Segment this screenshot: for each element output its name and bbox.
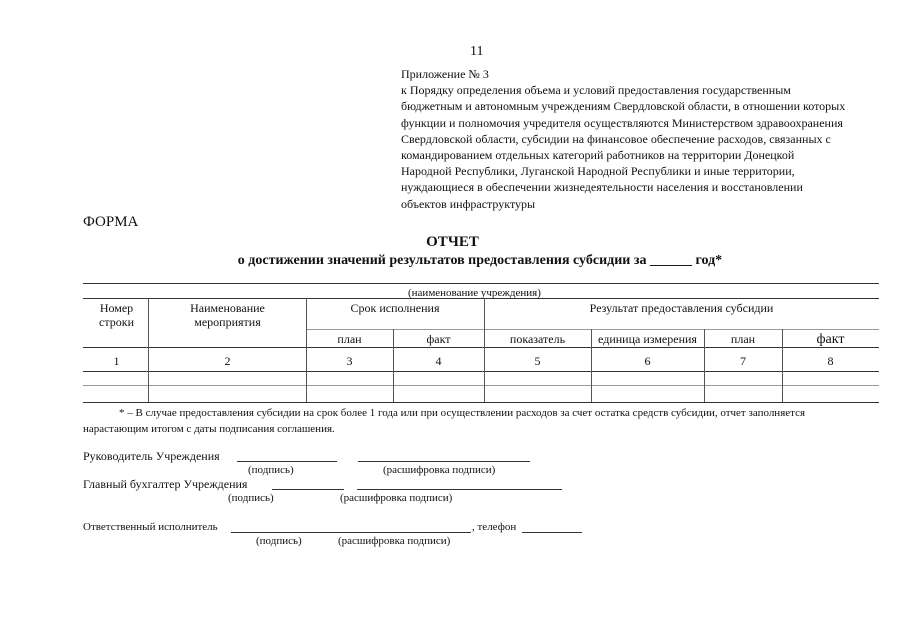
table-header-bottom-border <box>83 347 879 348</box>
footnote-line1: * – В случае предоставления субсидии на срок более 1 года или при осуществлении расходов за счет остатка средств субсидии, отчет заполняется <box>119 407 806 419</box>
header-event-line1: Наименование <box>190 301 265 315</box>
appendix-line: к Порядку определения объема и условий предоставления государственным <box>401 83 791 98</box>
head-decode-line <box>358 461 530 462</box>
table-top-border <box>83 298 879 299</box>
column-number: 6 <box>644 354 651 368</box>
appendix-line: функции и полномочия учредителя осуществляются Министерством здравоохранения <box>401 115 843 130</box>
column-number: 5 <box>534 354 541 368</box>
report-title: ОТЧЕТ <box>426 234 479 250</box>
page-number: 11 <box>470 44 484 59</box>
header-fact: факт <box>426 332 451 346</box>
header-plan: план <box>337 332 362 346</box>
head-label: Руководитель Учреждения <box>83 449 220 463</box>
appendix-line: объектов инфраструктуры <box>401 196 536 211</box>
header-row-number-line1: Номер <box>99 301 134 315</box>
appendix-block <box>401 66 881 212</box>
header-result: Результат предоставления субсидии <box>589 301 774 315</box>
accountant-decode-line <box>357 489 562 490</box>
accountant-signature-line <box>272 489 344 490</box>
table-row-border <box>83 385 879 386</box>
column-number: 2 <box>224 354 231 368</box>
appendix-line: командированием отдельных категорий работников на территории Донецкой <box>401 148 795 163</box>
column-number: 3 <box>346 354 353 368</box>
executor-decode-caption: (расшифровка подписи) <box>338 535 451 547</box>
accountant-decode-caption: (расшифровка подписи) <box>340 492 453 504</box>
report-subtitle: о достижении значений результатов предоставления субсидии за ______ год* <box>237 253 723 268</box>
header-period: Срок исполнения <box>350 301 440 315</box>
appendix-title: Приложение № 3 <box>401 67 489 81</box>
header-fact-result: факт <box>816 332 845 347</box>
column-number: 4 <box>435 354 442 368</box>
head-sign-caption: (подпись) <box>248 464 294 476</box>
appendix-line: Народной Республики, Луганской Народной Республики и иные территории, <box>401 164 795 179</box>
column-number: 1 <box>113 354 120 368</box>
executor-phone-label: , телефон <box>472 521 517 533</box>
header-plan-result: план <box>730 332 756 346</box>
accountant-label: Главный бухгалтер Учреждения <box>83 477 248 491</box>
table-row-border <box>83 371 879 372</box>
appendix-line: Свердловской области, субсидии на финансовое обеспечение расходов, связанных с <box>401 131 831 146</box>
header-event-name <box>149 301 306 329</box>
appendix-line: нуждающиеся в обеспечении жизнедеятельности населения и восстановлении <box>401 180 803 195</box>
table-subheader-border <box>306 329 879 330</box>
executor-label: Ответственный исполнитель <box>83 521 218 533</box>
header-indicator: показатель <box>509 332 566 346</box>
executor-sign-caption: (подпись) <box>256 535 302 547</box>
org-name-line <box>83 283 879 284</box>
appendix-line: бюджетным и автономным учреждениям Свердловской области, в отношении которых <box>401 99 846 114</box>
footnote-line2: нарастающим итогом с даты подписания соглашения. <box>83 423 335 435</box>
header-row-number <box>85 301 148 329</box>
table-bottom-border <box>83 402 879 403</box>
org-name-caption: (наименование учреждения) <box>408 287 541 299</box>
form-label: ФОРМА <box>83 214 139 230</box>
header-unit: единица измерения <box>598 332 697 346</box>
head-decode-caption: (расшифровка подписи) <box>383 464 496 476</box>
accountant-sign-caption: (подпись) <box>228 492 274 504</box>
column-number: 7 <box>740 354 746 368</box>
executor-phone-line <box>522 532 582 533</box>
header-row-number-line2: строки <box>99 315 134 329</box>
head-signature-line <box>237 461 337 462</box>
executor-line <box>231 532 471 533</box>
column-number: 8 <box>827 354 834 368</box>
header-event-line2: мероприятия <box>194 315 261 329</box>
footnote <box>83 405 879 437</box>
